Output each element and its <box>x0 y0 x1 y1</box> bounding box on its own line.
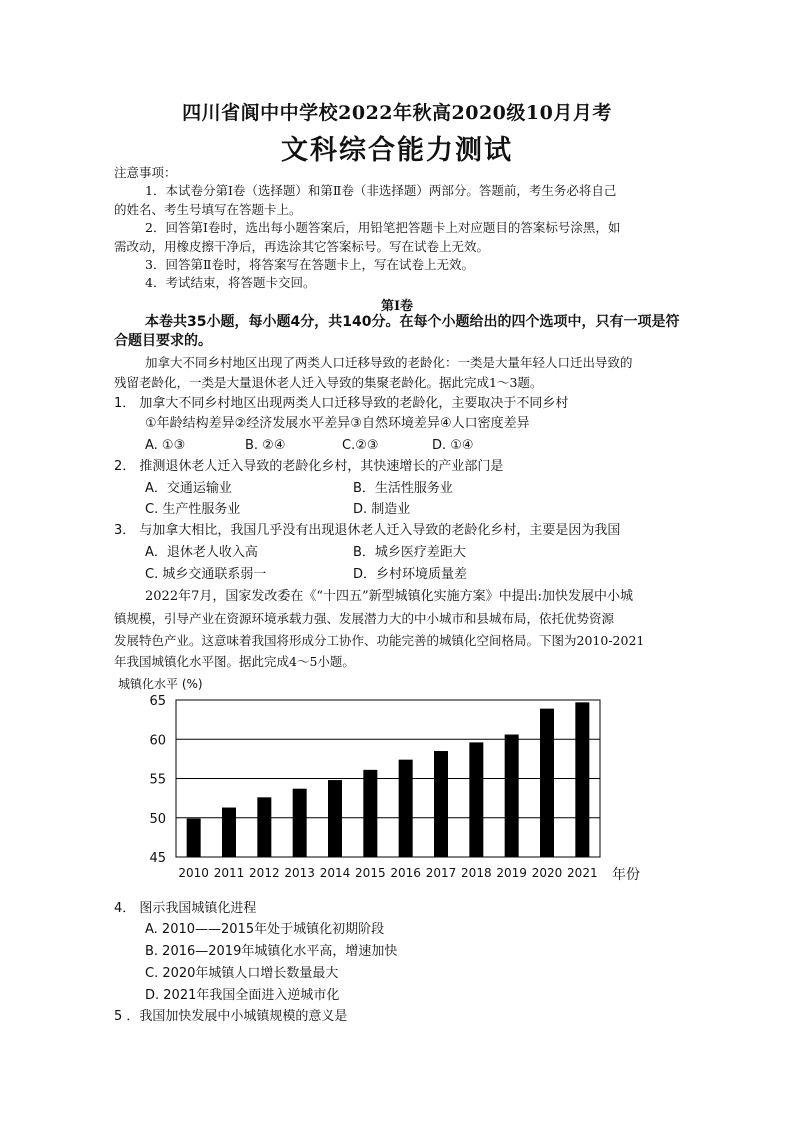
option-d: D. 2021年我国全面进入逆城市化 <box>145 988 340 1003</box>
x-tick-label: 2012 <box>249 866 280 880</box>
passage-line: 镇规模，引导产业在资源环境承载力强、发展潜力大的中小城市和县城布局，依托优势资源 <box>114 611 615 626</box>
exam-subtitle: 文科综合能力测试 <box>281 135 513 166</box>
notice-line: 2．回答第Ⅰ卷时，选出每小题答案后，用铅笔把答题卡上对应题目的答案标号涂黑，如 <box>145 220 621 235</box>
x-axis-label: 年份 <box>612 867 640 883</box>
bar <box>505 735 519 857</box>
y-tick-label: 55 <box>149 772 166 788</box>
question-stem: 3． 与加拿大相比，我国几乎没有出现退休老人迁入导致的老龄化乡村，主要是因为我国 <box>114 523 621 538</box>
y-tick-label: 50 <box>149 811 166 827</box>
notice-line: 4．考试结束，将答题卡交回。 <box>145 275 316 290</box>
option-c: C. 2020年城镇人口增长数量最大 <box>145 966 339 981</box>
x-tick-label: 2010 <box>178 866 209 880</box>
bar <box>469 742 483 857</box>
option-a: A. ①③ <box>145 438 186 453</box>
exam-title: 四川省阆中中学校2022年秋高2020级10月月考 <box>182 102 612 124</box>
option-b: B. ②④ <box>245 438 286 453</box>
option-d: D. 制造业 <box>353 502 411 517</box>
x-tick-label: 2014 <box>319 866 351 880</box>
bar <box>328 780 342 857</box>
option-b: B．生活性服务业 <box>353 481 453 496</box>
bar <box>222 808 236 857</box>
bar <box>257 797 271 857</box>
question-subitems: ①年龄结构差异②经济发展水平差异③自然环境差异④人口密度差异 <box>145 416 530 431</box>
option-c: C. 生产性服务业 <box>145 502 241 517</box>
notice-line: 1．本试卷分第Ⅰ卷（选择题）和第Ⅱ卷（非选择题）两部分。答题前，考生务必将自己 <box>145 183 617 198</box>
x-tick-label: 2021 <box>567 866 598 880</box>
x-tick-label: 2018 <box>461 866 492 880</box>
question-stem: 4． 图示我国城镇化进程 <box>114 901 257 916</box>
x-tick-label: 2019 <box>496 866 527 880</box>
bar <box>363 770 377 857</box>
bar <box>434 751 448 857</box>
notice-line: 3．回答第Ⅱ卷时，将答案写在答题卡上，写在试卷上无效。 <box>145 257 474 272</box>
bar <box>399 760 413 857</box>
option-a: A．交通运输业 <box>145 481 232 496</box>
section-instruction: 合题目要求的。 <box>114 333 212 349</box>
x-tick-label: 2013 <box>284 866 315 880</box>
x-tick-label: 2011 <box>213 866 245 880</box>
option-d: D．乡村环境质量差 <box>353 567 468 582</box>
passage-line: 年我国城镇化水平图。据此完成4～5小题。 <box>114 654 355 669</box>
x-tick-label: 2015 <box>355 866 386 880</box>
notice-heading: 注意事项： <box>114 165 177 180</box>
option-c: C. 城乡交通联系弱一 <box>145 567 267 582</box>
option-d: D. ①④ <box>432 438 474 453</box>
x-tick-label: 2020 <box>531 866 563 880</box>
y-axis-label: 城镇化水平 (%) <box>118 677 203 691</box>
option-a: A. 2010——2015年处于城镇化初期阶段 <box>145 922 385 937</box>
bar <box>187 819 201 857</box>
urbanization-bar-chart <box>110 672 670 892</box>
y-tick-label: 65 <box>149 694 166 709</box>
passage-line: 残留老龄化，一类是大量退休老人迁入导致的集聚老龄化。据此完成1～3题。 <box>114 375 543 390</box>
section-title: 第Ⅰ卷 <box>380 299 414 314</box>
y-tick-label: 60 <box>149 733 166 749</box>
notice-line: 的姓名、考生号填写在答题卡上。 <box>114 202 302 217</box>
x-tick-label: 2017 <box>425 866 457 880</box>
bar <box>575 702 589 857</box>
question-stem: 5 ．我国加快发展中小城镇规模的意义是 <box>114 1009 348 1024</box>
y-tick-label: 45 <box>149 851 166 866</box>
question-stem: 2． 推测退休老人迁入导致的老龄化乡村，其快速增长的产业部门是 <box>114 459 504 474</box>
option-a: A．退休老人收入高 <box>145 545 258 560</box>
option-b: B. 2016—2019年城镇化水平高，增速加快 <box>145 944 398 959</box>
passage-line: 2022年7月，国家发改委在《“十四五”新型城镇化实施方案》中提出:加快发展中小城 <box>145 589 634 604</box>
bar <box>293 789 307 857</box>
passage-line: 发展特色产业。这意味着我国将形成分工协作、功能完善的城镇化空间格局。下图为2010-2021 <box>114 633 645 648</box>
question-stem: 1． 加拿大不同乡村地区出现两类人口迁移导致的老龄化，主要取决于不同乡村 <box>114 396 569 411</box>
bar <box>540 709 554 857</box>
option-b: B．城乡医疗差距大 <box>353 545 466 560</box>
x-tick-label: 2016 <box>390 866 421 880</box>
option-c: C.②③ <box>342 438 379 453</box>
notice-line: 需改动，用橡皮擦干净后，再选涂其它答案标号。写在试卷上无效。 <box>114 239 490 254</box>
section-instruction: 本卷共35小题，每小题4分，共140分。在每个小题给出的四个选项中，只有一项是符 <box>145 314 680 330</box>
passage-line: 加拿大不同乡村地区出现了两类人口迁移导致的老龄化：一类是大量年轻人口迁出导致的 <box>145 355 633 370</box>
